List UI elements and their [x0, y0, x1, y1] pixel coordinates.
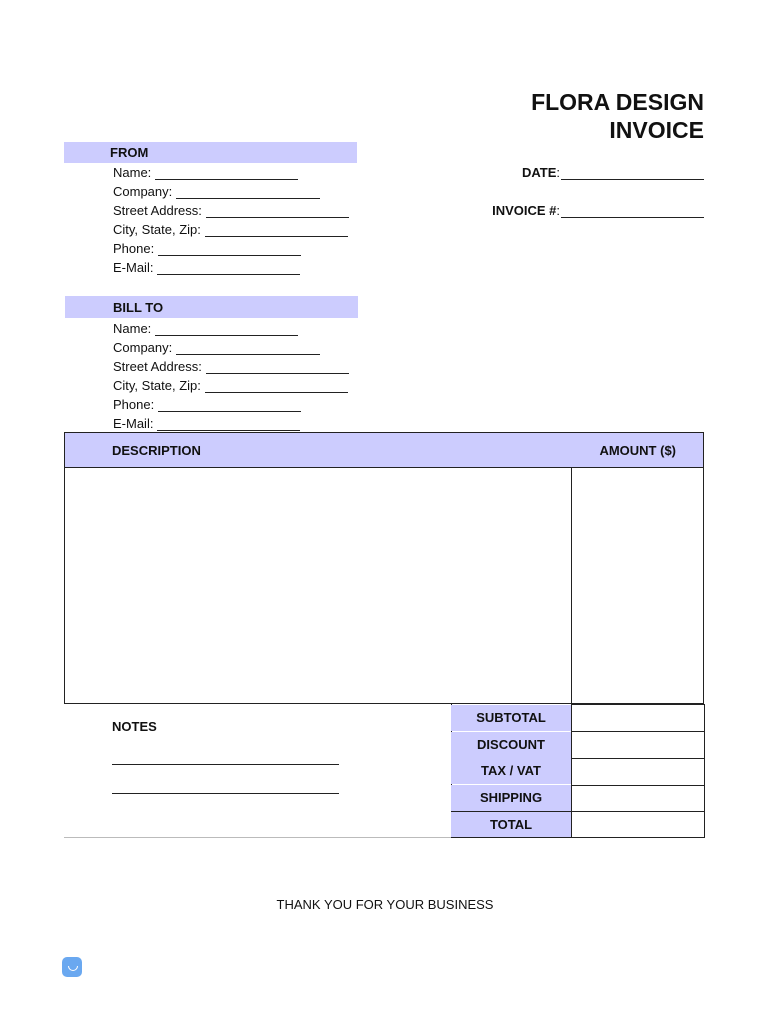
total-label: TOTAL: [451, 811, 571, 837]
from-heading: FROM: [110, 145, 149, 160]
bill-name-field[interactable]: Name:: [113, 320, 298, 336]
amount-cell[interactable]: [572, 468, 703, 703]
shipping-label: SHIPPING: [451, 785, 571, 811]
notes-line-1[interactable]: [112, 763, 339, 765]
brand-logo-icon: [62, 957, 82, 977]
document-title: INVOICE: [609, 117, 704, 143]
invoice-number-field[interactable]: [561, 216, 704, 218]
from-phone-field[interactable]: Phone:: [113, 240, 301, 256]
description-cell[interactable]: [65, 468, 571, 703]
line-items-table: [64, 432, 704, 704]
invoice-number-label: INVOICE #:: [492, 203, 560, 218]
table-header: [65, 433, 703, 468]
tax-value[interactable]: [571, 758, 705, 785]
bill-email-field[interactable]: E-Mail:: [113, 415, 300, 431]
discount-value[interactable]: [571, 731, 705, 758]
subtotal-value[interactable]: [571, 704, 705, 731]
shipping-value[interactable]: [571, 785, 705, 812]
notes-line-2[interactable]: [112, 792, 339, 794]
bill-street-field[interactable]: Street Address:: [113, 358, 349, 374]
thank-you-message: THANK YOU FOR YOUR BUSINESS: [276, 897, 494, 912]
bill-city-field[interactable]: City, State, Zip:: [113, 377, 348, 393]
from-city-field[interactable]: City, State, Zip:: [113, 221, 348, 237]
from-email-field[interactable]: E-Mail:: [113, 259, 300, 275]
from-company-field[interactable]: Company:: [113, 183, 320, 199]
discount-label: DISCOUNT: [451, 732, 571, 758]
amount-column-header: AMOUNT ($): [599, 443, 676, 458]
date-field[interactable]: [561, 178, 704, 180]
from-name-field[interactable]: Name:: [113, 164, 298, 180]
bill-to-section-header: [65, 296, 358, 318]
tax-label: TAX / VAT: [451, 758, 571, 784]
subtotal-label: SUBTOTAL: [451, 705, 571, 731]
bill-company-field[interactable]: Company:: [113, 339, 320, 355]
company-name: FLORA DESIGN: [531, 89, 704, 115]
total-value[interactable]: [571, 811, 705, 838]
description-column-header: DESCRIPTION: [112, 443, 201, 458]
from-street-field[interactable]: Street Address:: [113, 202, 349, 218]
bill-to-heading: BILL TO: [113, 300, 164, 315]
notes-label: NOTES: [112, 719, 157, 734]
bill-phone-field[interactable]: Phone:: [113, 396, 301, 412]
notes-bottom-rule: [64, 837, 452, 838]
from-section-header: [64, 142, 357, 163]
date-label: DATE:: [521, 165, 560, 180]
total-label-bottom: [451, 837, 571, 838]
